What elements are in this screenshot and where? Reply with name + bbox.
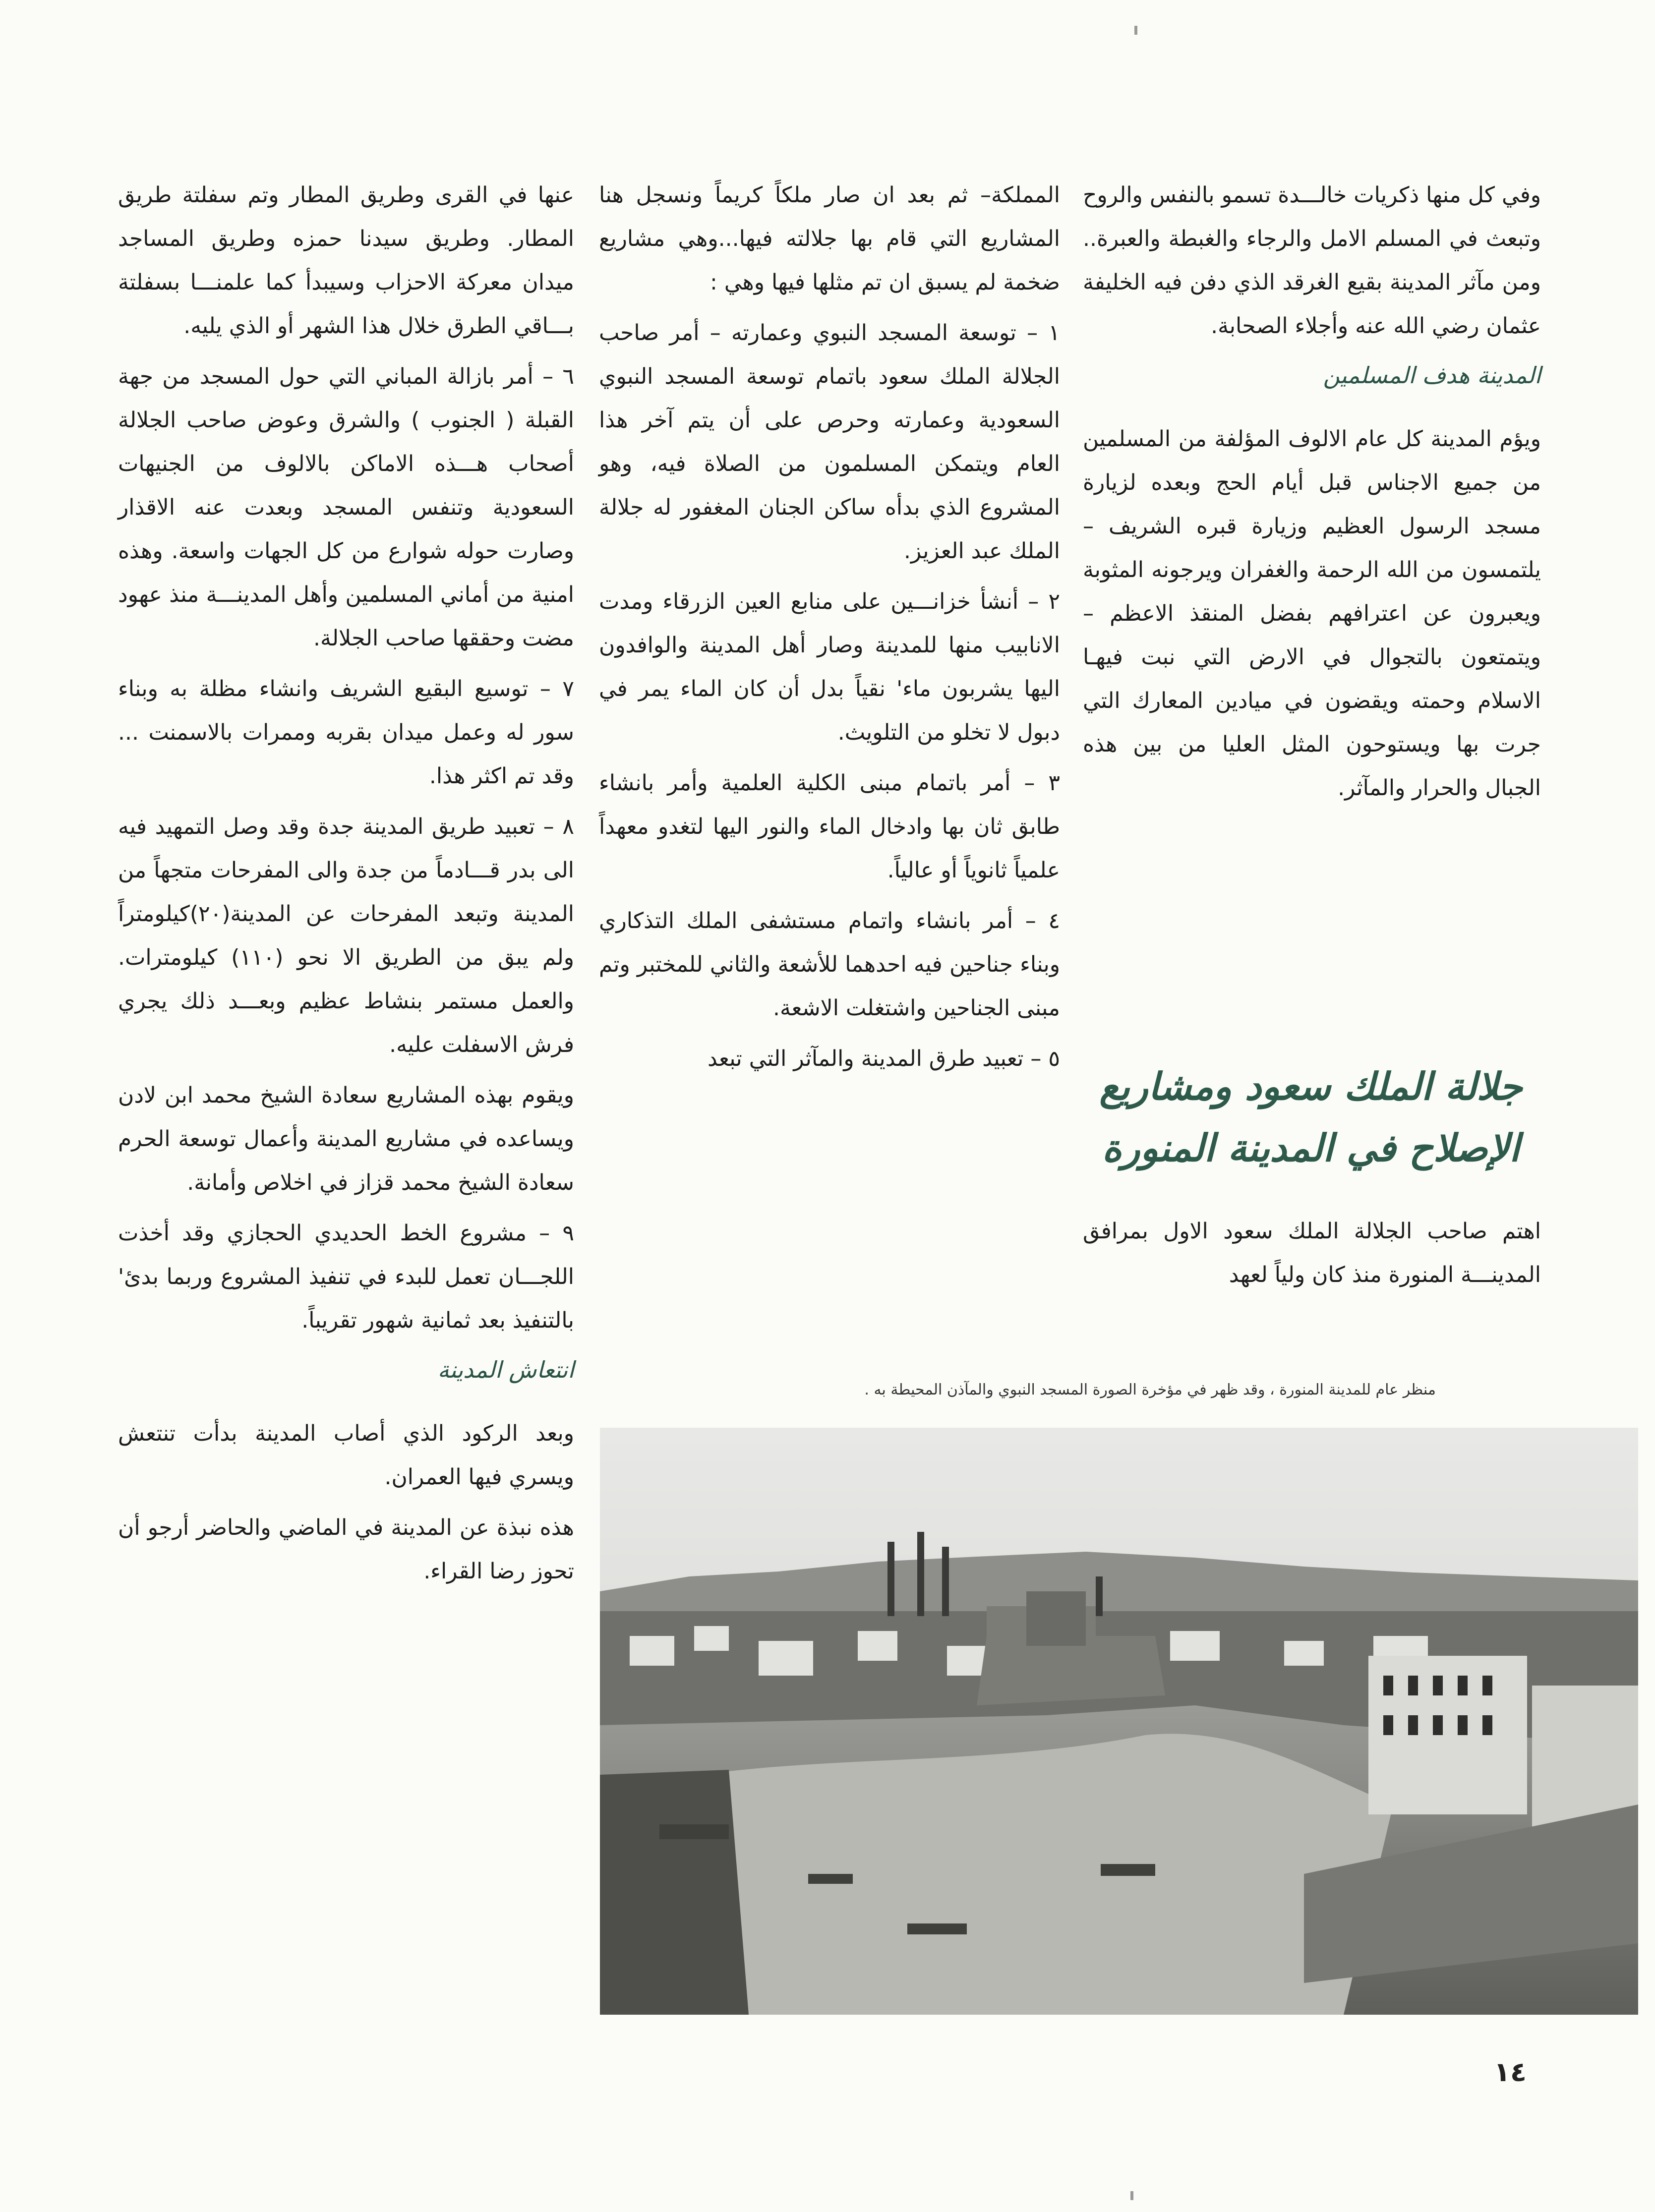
article-headline xyxy=(1081,1056,1541,1179)
project-item-4: ٤ – أمر بانشاء واتمام مستشفى الملك التذكاري وبناء جناحين فيه احدهما للأشعة والثاني للمختبر وتم مبنى الجناحين واشتغلت الاشعة. xyxy=(599,908,1060,1021)
intro-paragraph xyxy=(1083,1210,1541,1297)
scan-mark xyxy=(1130,2191,1133,2200)
paragraph: المملكة– ثم بعد ان صار ملكاً كريماً ونسجل هنا المشاريع التي قام بها جلالته فيها...وهي مشاريع ضخمة لم يسبق ان تم مثلها فيها وهي : xyxy=(599,182,1060,295)
section-subheading: انتعاش المدينة xyxy=(437,1356,574,1383)
article-column-2 xyxy=(599,174,1060,1081)
paragraph: عنها في القرى وطريق المطار وتم سفلتة طريق المطار. وطريق سيدنا حمزه وطريق المساجد ميدان معركة الاحزاب وسيبدأ كما علمنـــا بسفلتة بـــاقي الطرق خلال هذا الشهر أو الذي يليه. xyxy=(118,182,574,339)
project-item-3: ٣ – أمر باتمام مبنى الكلية العلمية وأمر بانشاء طابق ثان بها وادخال الماء والنور اليها لتغدو معهداً علمياً ثانوياً أو عالياً. xyxy=(599,770,1060,883)
project-item-5: ٥ – تعبيد طرق المدينة والمآثر التي تبعد xyxy=(707,1046,1060,1071)
article-column-1 xyxy=(1083,174,1541,810)
project-item-8: ٨ – تعبيد طريق المدينة جدة وقد وصل التمهيد فيه الى بدر قـــادماً من جدة والى المفرحات متجهاً من المدينة وتبعد المفرحات عن المدينة(٢٠)كيلومتراً ولم يبق من الطريق الا نحو (١١٠) كيلومترات. والعمل مستمر بنشاط عظيم وبعـــد ذلك يجري فرش الاسفلت عليه. xyxy=(118,814,574,1057)
paragraph: اهتم صاحب الجلالة الملك سعود الاول بمرافق المدينـــة المنورة منذ كان ولياً لعهد xyxy=(1083,1219,1541,1287)
paragraph: ويقوم بهذه المشاريع سعادة الشيخ محمد ابن لادن ويساعده في مشاريع المدينة وأعمال توسعة الحرم سعادة الشيخ محمد قزاز في اخلاص وأمانة. xyxy=(118,1083,574,1195)
paragraph: وبعد الركود الذي أصاب المدينة بدأت تنتعش ويسري فيها العمران. xyxy=(118,1421,574,1490)
paragraph: هذه نبذة عن المدينة في الماضي والحاضر أرجو أن تحوز رضا القراء. xyxy=(118,1515,574,1584)
project-item-1: ١ – توسعة المسجد النبوي وعمارته – أمر صاحب الجلالة الملك سعود باتمام توسعة المسجد النبوي السعودية وعمارته وحرص على أن يتم آخر هذا العام ويتمكن المسلمون من الصلاة فيه، وهو المشروع الذي بدأه ساكن الجنان المغفور له جلالة الملك عبد العزيز. xyxy=(599,320,1060,564)
project-item-2: ٢ – أنشأ خزانـــين على منابع العين الزرقاء ومدت الانابيب منها للمدينة وصار أهل المدينة والوافدون اليها يشربون ماء' نقياً بدل أن كان الماء يمر في دبول لا تخلو من التلويث. xyxy=(599,589,1060,745)
paragraph: ويؤم المدينة كل عام الالوف المؤلفة من المسلمين من جميع الاجناس قبل أيام الحج وبعده لزيارة مسجد الرسول العظيم وزيارة قبره الشريف – يلتمسون من الله الرحمة والغفران ويرجونه المثوبة ويعبرون عن اعترافهم بفضل المنقذ الاعظم – ويتمتعون بالتجوال في الارض التي نبت فيهـا الاسلام وحمته ويقضون في ميادين المعارك التي جرت بها ويستوحون المثل العليا من بين هذه الجبال والحرار والمآثر. xyxy=(1083,426,1541,801)
scan-mark xyxy=(1134,26,1137,35)
headline-line-2: الإصلاح في المدينة المنورة xyxy=(1102,1126,1520,1170)
headline-line-1: جلالة الملك سعود ومشاريع xyxy=(1099,1064,1523,1108)
section-subheading: المدينة هدف المسلمين xyxy=(1323,362,1541,389)
page-number: ١٤ xyxy=(1494,2056,1527,2088)
project-item-7: ٧ – توسيع البقيع الشريف وانشاء مظلة به وبناء سور له وعمل ميدان بقربه وممرات بالاسمنت ... وقد تم اكثر هذا. xyxy=(118,676,574,789)
project-item-6: ٦ – أمر بازالة المباني التي حول المسجد من جهة القبلة ( الجنوب ) والشرق وعوض صاحب الجلالة أصحاب هـــذه الاماكن بالالوف من الجنيهات السعودية وتنفس المسجد وبعدت عنه الاقذار وصارت حوله شوارع من كل الجهات واسعة. وهذه امنية من أماني المسلمين وأهل المدينـــة منذ عهود مضت وحققها صاحب الجلالة. xyxy=(118,364,574,651)
photo-caption: منظر عام للمدينة المنورة ، وقد ظهر في مؤخرة الصورة المسجد النبوي والمآذن المحيطة به . xyxy=(864,1381,1436,1398)
paragraph: وفي كل منها ذكريات خالـــدة تسمو بالنفس والروح وتبعث في المسلم الامل والرجاء والغبطة والعبرة.. ومن مآثر المدينة بقيع الغرقد الذي دفن فيه الخليفة عثمان رضي الله عنه وأجلاء الصحابة. xyxy=(1083,182,1541,339)
medina-panorama-photo xyxy=(600,1428,1638,2015)
article-column-3 xyxy=(118,174,574,1593)
project-item-9: ٩ – مشروع الخط الحديدي الحجازي وقد أخذت اللجـــان تعمل للبدء في تنفيذ المشروع وربما بدئ' بالتنفيذ بعد ثمانية شهور تقريباً. xyxy=(118,1221,574,1333)
